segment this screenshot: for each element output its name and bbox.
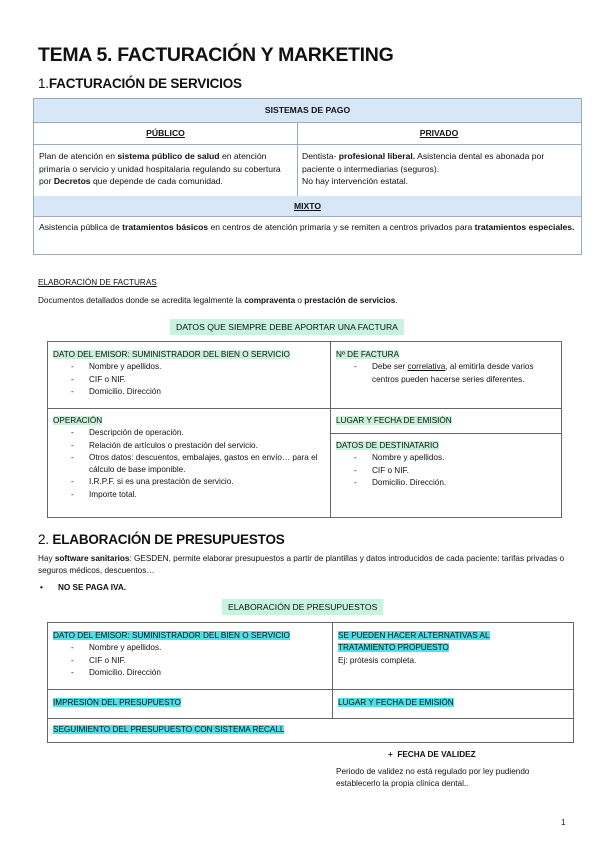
budget-alt-title-1: SE PUEDEN HACER ALTERNATIVAS AL	[338, 631, 490, 640]
budget-emisor-list	[53, 642, 328, 679]
list-item: - I.R.P.F. si es una prestación de servicio.	[53, 476, 325, 488]
list-item: - Descripción de operación.	[53, 427, 325, 439]
list-item: - CIF o NIF.	[53, 655, 328, 667]
public-description: Plan de atención en sistema público de salud en atención primaria o servicio y unidad hospitalaria regulando su cobertura por Decretos que depende de cada comunidad.	[39, 151, 281, 186]
list-item: - Nombre y apellidos.	[336, 452, 556, 464]
invoice-destinatario	[336, 440, 556, 489]
budget-seguimiento	[53, 724, 284, 736]
budget-box-hdivider-1	[48, 689, 573, 690]
budget-alt-title-2: TRATAMIENTO PROPUESTO	[338, 643, 449, 653]
mixto-description: Asistencia pública de tratamientos básicos en centros de atención primaria y se remiten a centros privados para tratamientos especiales.	[39, 222, 575, 232]
invoice-operacion-title: OPERACIÓN	[53, 416, 103, 425]
section-1-title: FACTURACIÓN DE SERVICIOS	[48, 76, 242, 91]
invoice-box-hdivider-right	[330, 408, 561, 409]
validity-title: + FECHA DE VALIDEZ	[388, 750, 476, 759]
mixto-description-row	[34, 216, 581, 254]
invoice-number-title: Nº DE FACTURA	[336, 350, 400, 359]
invoice-emisor	[53, 349, 325, 398]
invoice-box-hdivider-left	[48, 408, 330, 409]
invoice-lugar-title: LUGAR Y FECHA DE EMISIÓN	[336, 416, 452, 425]
invoice-destinatario-title: DATOS DE DESTINATARIO	[336, 441, 439, 450]
table-divider	[297, 122, 298, 196]
invoice-destinatario-list	[336, 452, 556, 489]
invoice-operacion	[53, 415, 325, 501]
validity-text: Periodo de validez no está regulado por ley pudiendo establecerlo la propia clínica dental..	[336, 767, 530, 789]
list-item: - CIF o NIF.	[336, 465, 556, 477]
section-1-heading	[38, 76, 242, 91]
budget-alt-example: Ej: prótesis completa.	[338, 655, 417, 665]
payment-table-header	[34, 99, 581, 123]
budget-lugar-fecha	[338, 697, 454, 709]
payment-systems-table	[33, 98, 582, 255]
page-title: TEMA 5. FACTURACIÓN Y MARKETING	[38, 44, 394, 66]
invoice-number	[336, 349, 556, 386]
invoice-banner: DATOS QUE SIEMPRE DEBE APORTAR UNA FACTURA	[170, 319, 404, 335]
list-item: - Importe total.	[53, 489, 325, 501]
budget-seguimiento-label: SEGUIMIENTO DEL PRESUPUESTO CON SISTEMA RECALL	[53, 725, 285, 734]
payment-description-row	[34, 144, 581, 197]
section-2-heading	[38, 532, 285, 547]
column-private-label: PRIVADO	[419, 128, 459, 138]
budget-emisor	[53, 630, 328, 679]
budget-intro: Hay software sanitarios: GESDEN, permite elaborar presupuestos a partir de plantillas y datos introducidos de cada paciente: tarifas privadas o seguros médicos, descuentos…	[38, 554, 565, 576]
invoice-box-divider	[330, 342, 331, 517]
list-item: - CIF o NIF.	[53, 374, 325, 386]
list-item: - Domicilio. Dirección	[53, 667, 328, 679]
budget-banner: ELABORACIÓN DE PRESUPUESTOS	[222, 599, 383, 615]
invoice-number-list	[336, 361, 556, 386]
invoice-data-box	[47, 341, 562, 518]
payment-columns-row	[34, 122, 581, 145]
list-item: - Debe ser correlativa, al emitirla desde varios centros pueden hacerse series diferentes.	[336, 361, 556, 386]
column-public-label: PÚBLICO	[146, 128, 185, 138]
invoices-heading: ELABORACIÓN DE FACTURAS	[38, 278, 157, 287]
private-description: Dentista- profesional liberal. Asistencia dental es abonada por paciente o intermediarias (seguros). No hay intervención estatal.	[302, 151, 545, 186]
invoice-lugar-fecha	[336, 415, 556, 427]
budget-alternatives	[338, 630, 568, 667]
mixto-row	[34, 196, 581, 217]
budget-data-box	[47, 622, 574, 743]
invoices-intro: Documentos detallados donde se acredita legalmente la compraventa o prestación de servicios.	[38, 296, 398, 305]
invoice-operacion-list	[53, 427, 325, 501]
list-item: - Otros datos: descuentos, embalajes, gastos en envío… para el cálculo de base imponible.	[53, 452, 325, 477]
list-item: - Nombre y apellidos.	[53, 642, 328, 654]
budget-emisor-title: DATO DEL EMISOR: SUMINISTRADOR DEL BIEN O SERVICIO	[53, 631, 290, 640]
section-2-number: 2.	[38, 532, 49, 547]
list-item: - Relación de artículos o prestación del servicio.	[53, 440, 325, 452]
section-2-title: ELABORACIÓN DE PRESUPUESTOS	[52, 532, 285, 547]
budget-bullet-list	[22, 582, 322, 594]
mixto-label: MIXTO	[293, 201, 322, 211]
budget-box-divider	[332, 623, 333, 718]
list-item: - Nombre y apellidos.	[53, 361, 325, 373]
budget-impresion	[53, 697, 181, 709]
invoice-emisor-title: DATO DEL EMISOR: SUMINISTRADOR DEL BIEN O SERVICIO	[53, 350, 290, 359]
budget-box-hdivider-2	[48, 718, 573, 719]
budget-impresion-label: IMPRESIÓN DEL PRESUPUESTO	[53, 698, 181, 707]
payment-header-label: SISTEMAS DE PAGO	[264, 105, 351, 115]
list-item: - Domicilio. Dirección	[53, 386, 325, 398]
invoice-box-hdivider-right2	[330, 433, 561, 434]
list-item: • NO SE PAGA IVA.	[22, 582, 322, 594]
budget-lugar-label: LUGAR Y FECHA DE EMISIÓN	[338, 698, 454, 707]
invoice-emisor-list	[53, 361, 325, 398]
section-1-number: 1.	[38, 76, 49, 91]
list-item: - Domicilio. Dirección.	[336, 477, 556, 489]
page-number: 1	[561, 818, 566, 827]
